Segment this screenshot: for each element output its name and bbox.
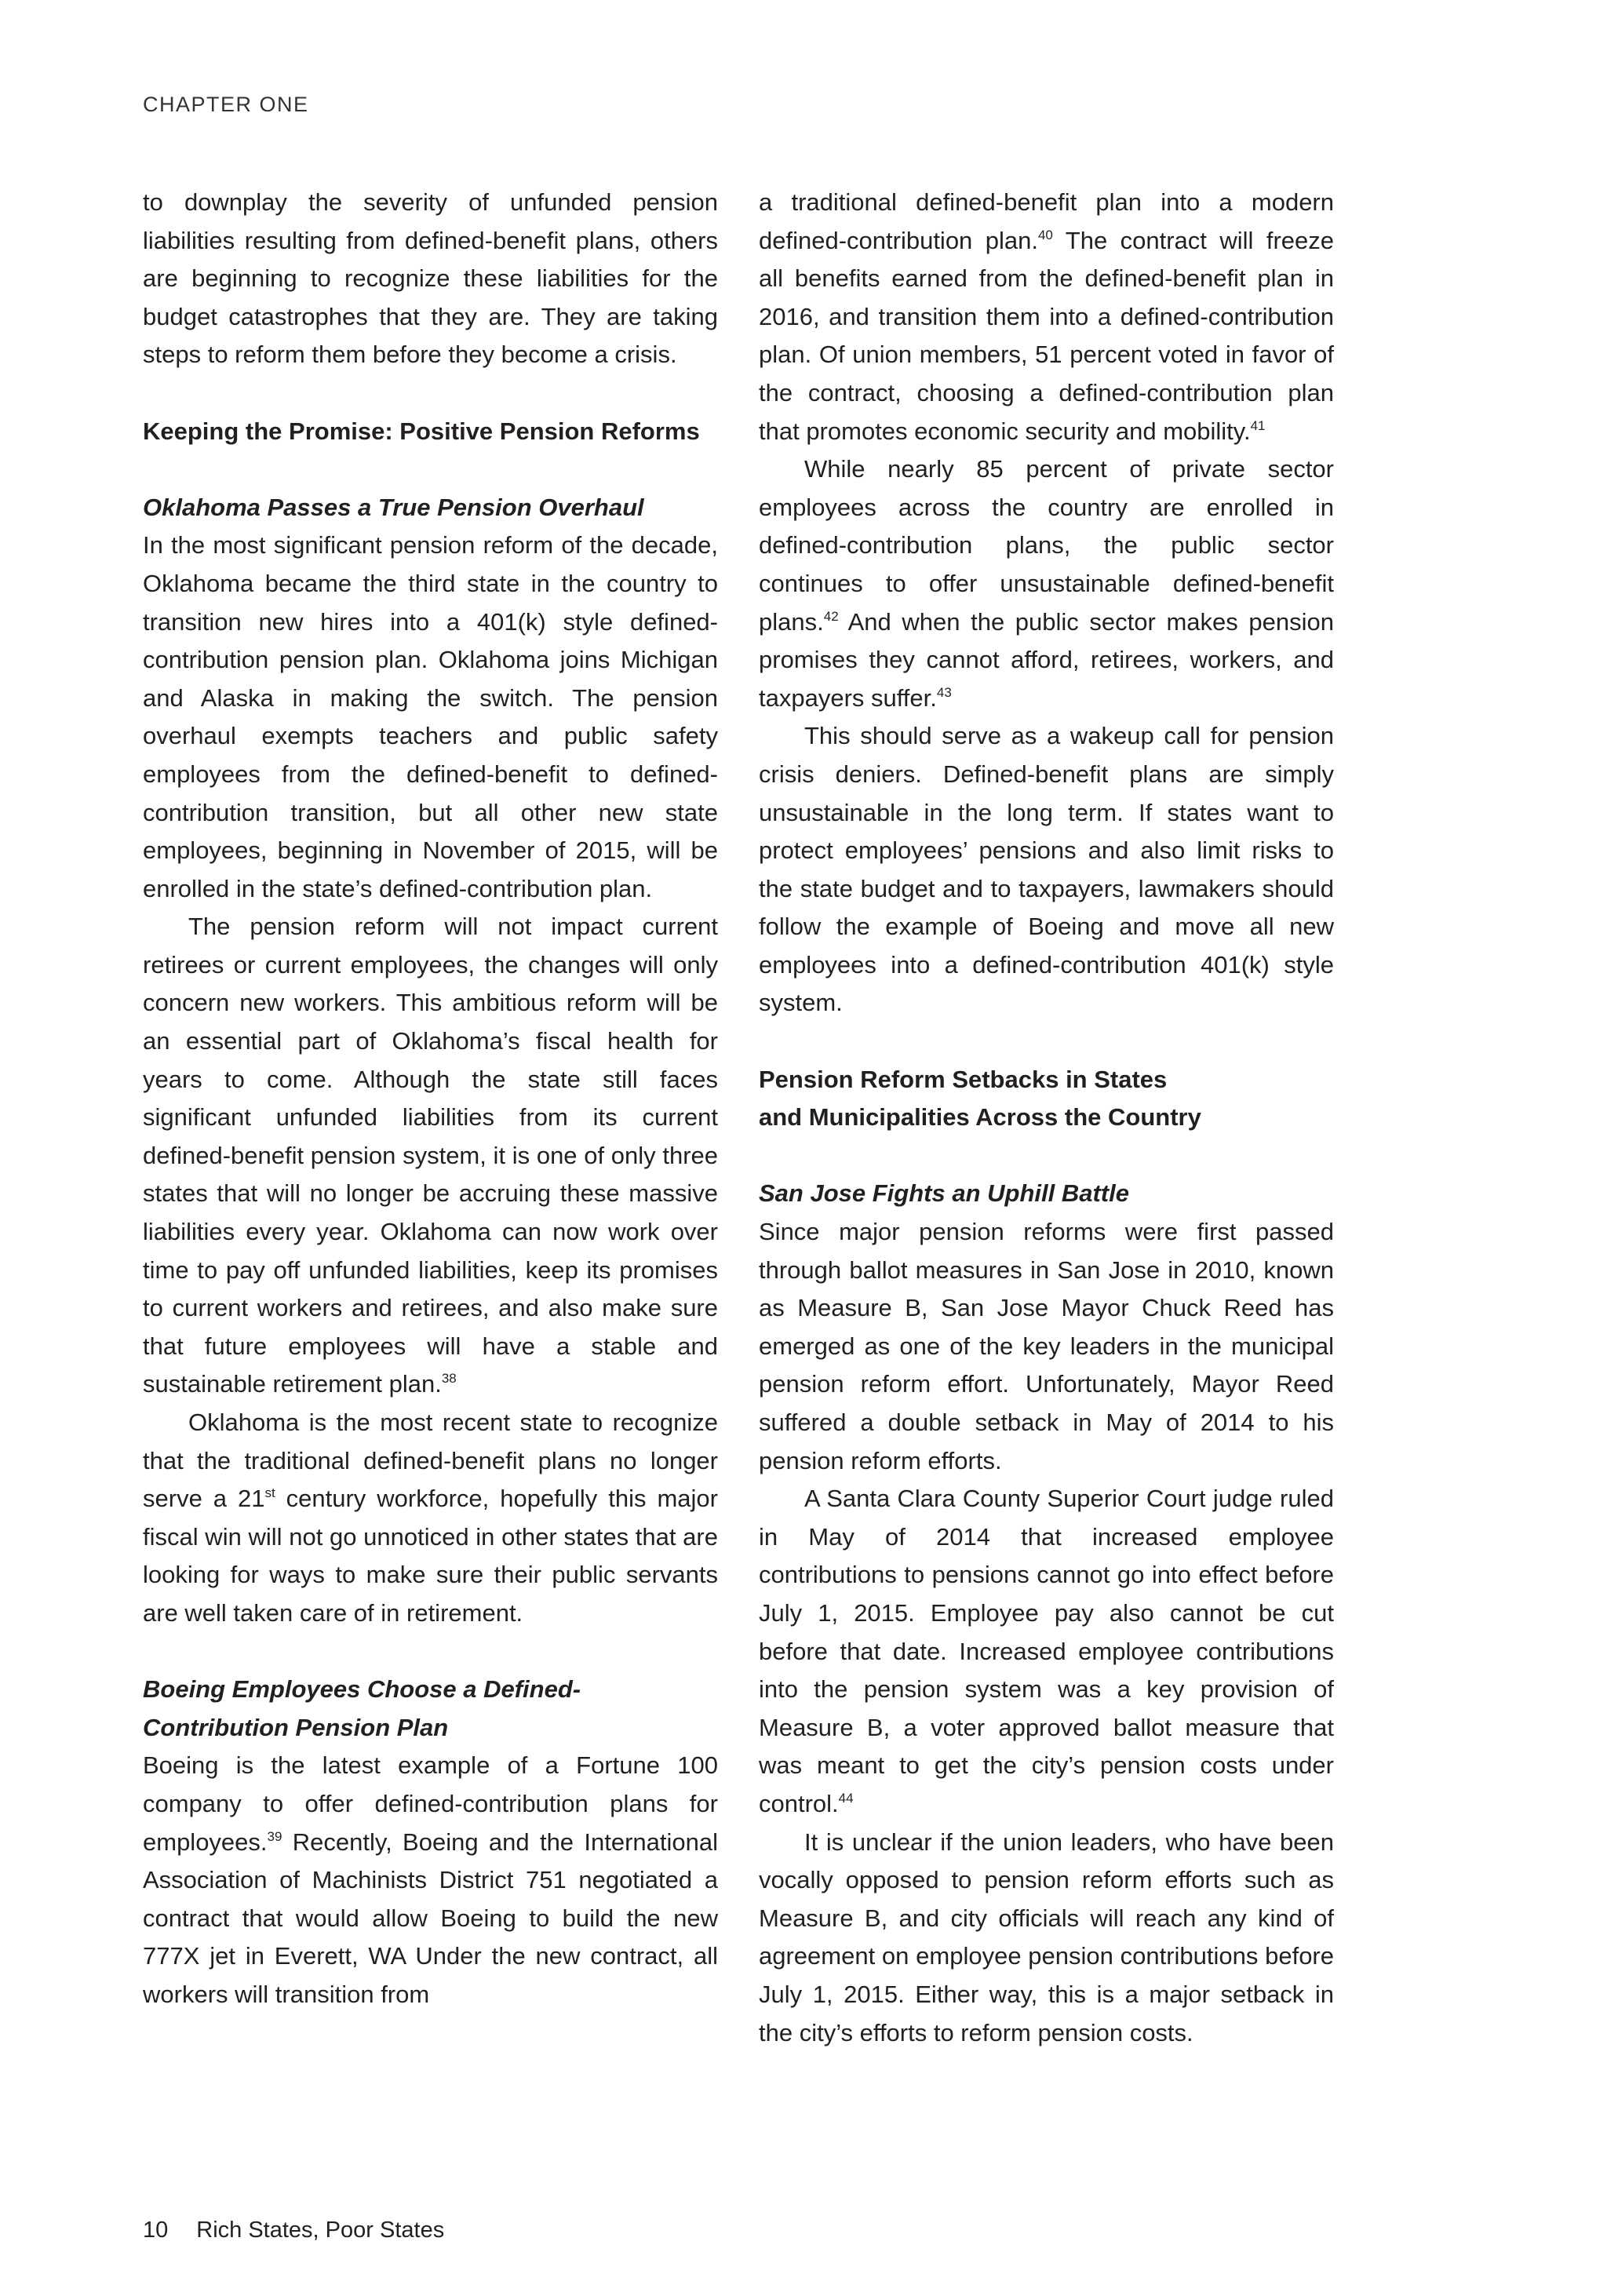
paragraph-text: While nearly 85 percent of private sector employees across the country are enrolled in defined-contribution plans, the public sector continues to offer unsustainable defined-benefit plans. (759, 455, 1334, 636)
footnote-ref: 38 (441, 1371, 457, 1387)
paragraph (143, 1747, 718, 2014)
left-column (143, 184, 718, 2014)
subheading-san-jose: San Jose Fights an Uphill Battle (759, 1179, 1129, 1208)
footnote-ref: 41 (1250, 417, 1266, 433)
paragraph (759, 450, 1334, 717)
subheading-oklahoma: Oklahoma Passes a True Pension Overhaul (143, 493, 644, 521)
paragraph: This should serve as a wakeup call for pension crisis deniers. Defined-benefit plans are simply unsustainable in the long term. If states want to protect employees’ pensions and also limit risks to the state budget and to taxpayers, lawmakers should follow the example of Boeing and move all new employees into a defined-contribution 401(k) style system. (759, 722, 1334, 1017)
page-footer (143, 2218, 444, 2243)
paragraph: Since major pension reforms were first passed through ballot measures in San Jose in 2010, known as Measure B, San Jose Mayor Chuck Reed has emerged as one of the key leaders in the municipal pension reform effort. Unfortunately, Mayor Reed suffered a double setback in May of 2014 to his pension reform efforts. (759, 1218, 1334, 1474)
paragraph (759, 1480, 1334, 1823)
paragraph: In the most significant pension reform of the decade, Oklahoma became the third state in the country to transition new hires into a 401(k) style defined-contribution pension plan. Oklahoma joins Michigan and Alaska in making the switch. The pension overhaul exempts teachers and public safety employees from the defined-benefit to defined-contribution transition, but all other new state employees, beginning in November of 2015, will be enrolled in the state’s defined-contribution plan. (143, 531, 718, 902)
publication-title: Rich States, Poor States (196, 2218, 445, 2243)
subheading-boeing: Boeing Employees Choose a Defined-Contribution Pension Plan (143, 1675, 581, 1741)
section-heading (759, 1061, 1334, 1137)
footnote-ref: 43 (936, 684, 952, 700)
running-head: CHAPTER ONE (143, 93, 309, 116)
paragraph: It is unclear if the union leaders, who have been vocally opposed to pension reform efforts such as Measure B, and city officials will reach any kind of agreement on employee pension contributions before July 1, 2015. Either way, this is a major setback in the city’s efforts to reform pension costs. (759, 1828, 1334, 2046)
paragraph-text: Recently, Boeing and the International Association of Machinists District 751 negotiated a contract that would allow Boeing to build the new 777X jet in Everett, WA Under the new contract, all workers will transition from (143, 1828, 718, 2008)
section-heading: Keeping the Promise: Positive Pension Reforms (143, 417, 700, 445)
paragraph-text: Oklahoma is the most recent state to recognize that the traditional defined-benefit plans no longer serve a 21 (143, 1409, 718, 1513)
paragraph (143, 908, 718, 1404)
paragraph-text: A Santa Clara County Superior Court judge ruled in May of 2014 that increased employee contributions to pensions cannot go into effect before July 1, 2015. Employee pay also cannot be cut before that date. Increased employee contributions into the pension system was a key provision of Measure B, a voter approved ballot measure that was meant to get the city’s pension costs under control. (759, 1485, 1334, 1817)
footnote-ref: 39 (267, 1828, 282, 1844)
page-number: 10 (143, 2218, 169, 2243)
paragraph (759, 184, 1334, 450)
footnote-ref: 40 (1037, 227, 1053, 242)
paragraph-text: Boeing is the latest example of a Fortune 100 company to offer defined-contribution plans for employees. (143, 1751, 718, 1856)
heading-line: and Municipalities Across the Country (759, 1103, 1201, 1132)
paragraph-text: century workforce, hopefully this major fiscal win will not go unnoticed in other states that are looking for ways to make sure their public servants are well taken care of in retirement. (143, 1485, 718, 1627)
paragraph-text: The pension reform will not impact current retirees or current employees, the changes will only concern new workers. This ambitious reform will be an essential part of Oklahoma’s fiscal health for years to come. Although the state still faces significant unfunded liabilities from its current defined-benefit pension system, it is one of only three states that will no longer be accruing these massive liabilities every year. Oklahoma can now work over time to pay off unfunded liabilities, keep its promises to current workers and retirees, and also make sure that future employees will have a stable and sustainable retirement plan. (143, 913, 718, 1398)
heading-line: Pension Reform Setbacks in States (759, 1065, 1168, 1093)
footnote-ref: 44 (838, 1790, 854, 1806)
paragraph (143, 1404, 718, 1633)
paragraph-text: a traditional defined-benefit plan into a modern defined-contribution plan. (759, 188, 1334, 254)
right-column (759, 184, 1334, 2052)
paragraph-text: The contract will freeze all benefits earned from the defined-benefit plan in 2016, and transition them into a defined-contribution plan. Of union members, 51 percent voted in favor of the contract, choosing a defined-contribution plan that promotes economic security and mobility. (759, 226, 1334, 445)
footnote-ref: 42 (823, 608, 839, 624)
paragraph-text: And when the public sector makes pension promises they cannot afford, retirees, workers, and taxpayers suffer. (759, 607, 1334, 712)
paragraph: to downplay the severity of unfunded pension liabilities resulting from defined-benefit plans, others are beginning to recognize these liabilities for the budget catastrophes that they are. They are taking steps to reform them before they become a crisis. (143, 188, 718, 369)
ordinal-suffix: st (264, 1485, 275, 1501)
